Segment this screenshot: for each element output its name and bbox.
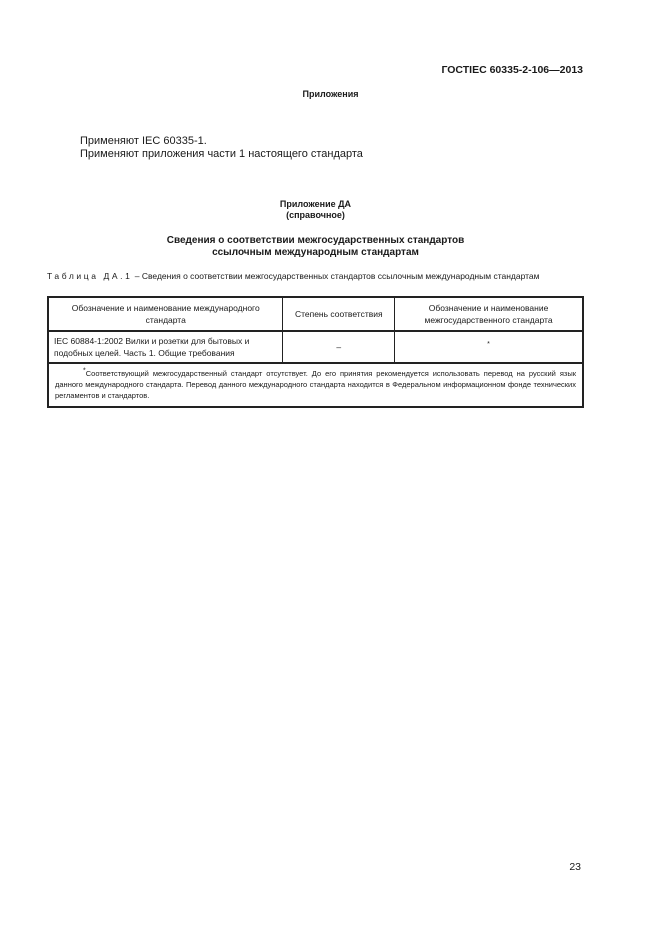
footnote-text-block xyxy=(55,368,576,401)
intro-line-2: Применяют приложения части 1 настоящего стандарта xyxy=(80,148,363,160)
annex-title xyxy=(0,199,631,221)
annex-title-line: Приложение ДА xyxy=(279,199,352,209)
column-header-degree: Степень соответствия xyxy=(283,297,395,331)
cell-international-standard: IEC 60884-1:2002 Вилки и розетки для бытовых и подобных целей. Часть 1. Общие требования xyxy=(48,331,283,363)
column-header-international: Обозначение и наименование международного стандарта xyxy=(48,297,283,331)
table-caption xyxy=(47,271,583,282)
annex-heading-line-2: ссылочным международным стандартам xyxy=(212,247,419,258)
footnote-text: Соответствующий межгосударственный стандарт отсутствует. До его принятия рекомендуется использовать перевод на русский язык данного международного стандарта. Перевод данного международного стандарта находится в Федеральном информационном фонде технических регламентов и стандартов. xyxy=(55,369,576,400)
annex-heading xyxy=(0,235,631,259)
asterisk-mark: * xyxy=(487,341,490,349)
annex-subtitle: (справочное) xyxy=(286,210,345,220)
intro-line-1: Применяют IEC 60335-1. xyxy=(80,135,207,147)
appendices-heading: Приложения xyxy=(302,89,359,99)
table-footnote-row xyxy=(48,363,583,407)
document-code: ГОСТIEC 60335-2-106—2013 xyxy=(441,64,583,76)
intro-paragraph xyxy=(80,135,363,161)
table-footnote xyxy=(48,363,583,407)
table-row xyxy=(48,331,583,363)
cell-degree: – xyxy=(283,331,395,363)
table-caption-label: Таблица ДА.1 xyxy=(47,271,133,281)
table-caption-text: – Сведения о соответствии межгосударственных стандартов ссылочным международным стандартам xyxy=(134,271,540,281)
column-header-interstate: Обозначение и наименование межгосударственного стандарта xyxy=(395,297,583,331)
cell-interstate-standard xyxy=(395,331,583,363)
annex-heading-line-1: Сведения о соответствии межгосударственных стандартов xyxy=(166,235,465,246)
footnote-mark: * xyxy=(83,367,86,375)
correspondence-table xyxy=(47,296,584,408)
page-number: 23 xyxy=(569,861,581,873)
table-header-row xyxy=(48,297,583,331)
